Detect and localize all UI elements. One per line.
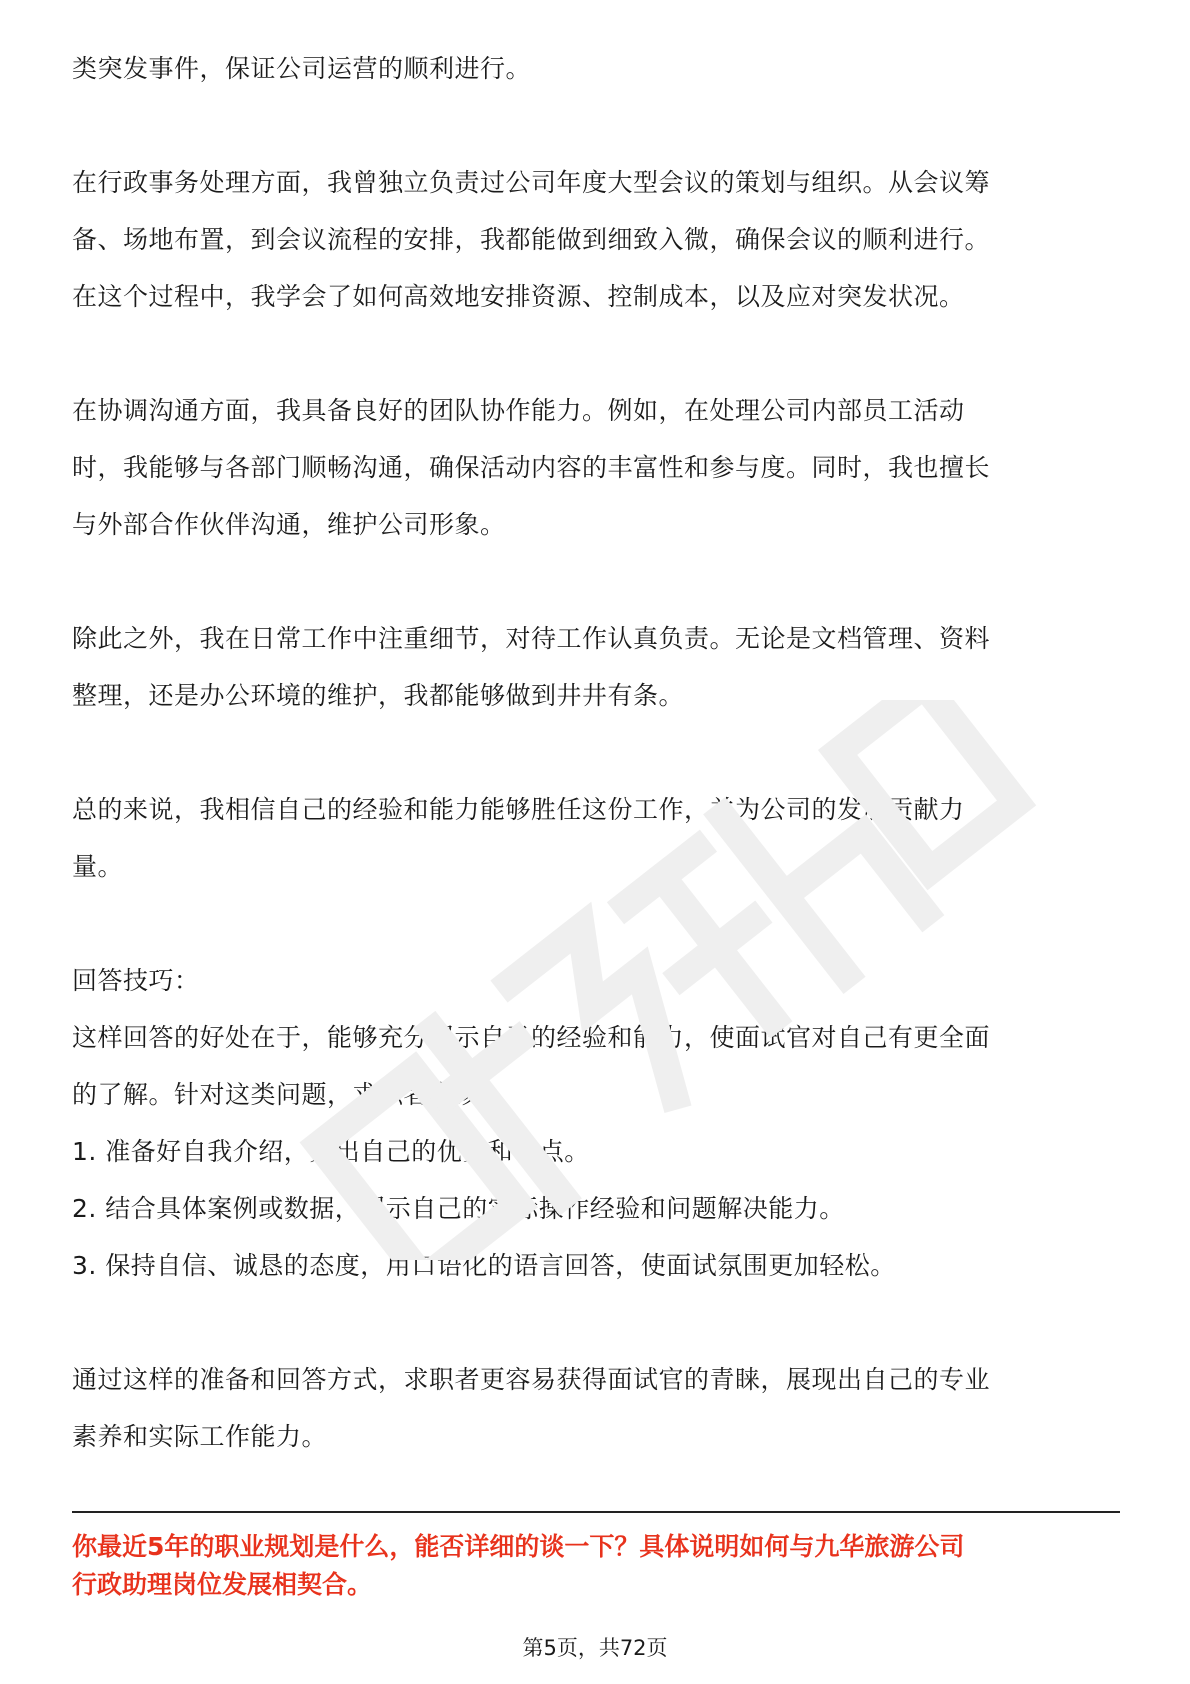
paragraph xyxy=(72,781,1120,895)
text-line: 在这个过程中，我学会了如何高效地安排资源、控制成本，以及应对突发状况。 xyxy=(72,282,965,311)
text-line: 类突发事件，保证公司运营的顺利进行。 xyxy=(72,54,532,83)
tips-intro-line: 这样回答的好处在于，能够充分展示自己的经验和能力，使面试官对自己有更全面 xyxy=(72,1023,991,1052)
text-line: 备、场地布置，到会议流程的安排，我都能做到细致入微，确保会议的顺利进行。 xyxy=(72,225,991,254)
tips-list-item: 3. 保持自信、诚恳的态度，用口语化的语言回答，使面试氛围更加轻松。 xyxy=(72,1251,896,1280)
paragraph xyxy=(72,40,1120,97)
question-line: 行政助理岗位发展相契合。 xyxy=(72,1570,373,1599)
text-line: 整理，还是办公环境的维护，我都能够做到井井有条。 xyxy=(72,681,685,710)
text-line: 通过这样的准备和回答方式，求职者更容易获得面试官的青睐，展现出自己的专业 xyxy=(72,1365,991,1394)
paragraph xyxy=(72,382,1120,553)
text-line: 时，我能够与各部门顺畅沟通，确保活动内容的丰富性和参与度。同时，我也擅长 xyxy=(72,453,991,482)
tips-list-item: 2. 结合具体案例或数据，展示自己的实际操作经验和问题解决能力。 xyxy=(72,1194,845,1223)
text-line: 在行政事务处理方面，我曾独立负责过公司年度大型会议的策划与组织。从会议筹 xyxy=(72,168,991,197)
text-line: 与外部合作伙伴沟通，维护公司形象。 xyxy=(72,510,506,539)
page-number: 第5页，共72页 xyxy=(522,1636,668,1660)
tips-heading: 回答技巧： xyxy=(72,966,200,995)
text-line: 量。 xyxy=(72,852,124,881)
text-line: 在协调沟通方面，我具备良好的团队协作能力。例如，在处理公司内部员工活动 xyxy=(72,396,965,425)
next-interview-question xyxy=(72,1528,1120,1604)
tips-intro-line: 的了解。针对这类问题，求职者应该： xyxy=(72,1080,506,1109)
document-body xyxy=(72,40,1120,1465)
section-divider xyxy=(72,1511,1120,1513)
tips-list-item: 1. 准备好自我介绍，突出自己的优势和特点。 xyxy=(72,1137,590,1166)
question-line: 你最近5年的职业规划是什么，能否详细的谈一下？具体说明如何与九华旅游公司 xyxy=(72,1532,965,1561)
paragraph xyxy=(72,610,1120,724)
text-line: 除此之外，我在日常工作中注重细节，对待工作认真负责。无论是文档管理、资料 xyxy=(72,624,991,653)
text-line: 总的来说，我相信自己的经验和能力能够胜任这份工作，并为公司的发展贡献力 xyxy=(72,795,965,824)
text-line: 素养和实际工作能力。 xyxy=(72,1422,328,1451)
paragraph xyxy=(72,154,1120,325)
closing-paragraph xyxy=(72,1351,1120,1465)
answer-tips-section xyxy=(72,952,1120,1294)
